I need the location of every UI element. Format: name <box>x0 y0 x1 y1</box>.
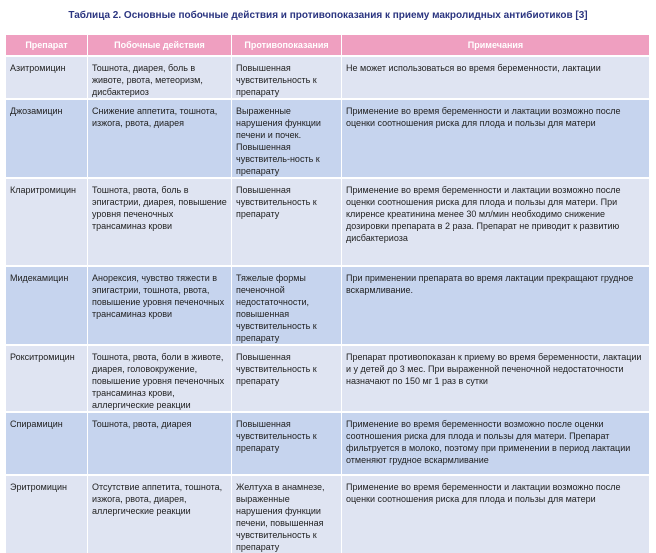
side-effects-cell: Снижение аппетита, тошнота, изжога, рвота, диарея <box>88 99 232 178</box>
notes-cell: Применение во время беременности и лактации возможно после оценки соотношения риска для плода и пользы для матери <box>342 475 650 553</box>
side-effects-cell: Тошнота, диарея, боль в животе, рвота, метеоризм, дисбактериоз <box>88 56 232 99</box>
table-row <box>6 56 650 99</box>
header-contraindications: Противопоказания <box>232 34 342 56</box>
contraindications-cell: Повышенная чувствительность к препарату <box>232 178 342 266</box>
header-side-effects: Побочные действия <box>88 34 232 56</box>
notes-cell: Применение во время беременности и лактации возможно после оценки соотношения риска для плода и пользы для матери. При клиренсе креатинина менее 30 мл/мин необходимо снижение дозировки препарата в 2 раза. Препарат не приводит к развитию дисбактериоза <box>342 178 650 266</box>
table-header-row <box>6 34 650 56</box>
drug-cell: Азитромицин <box>6 56 88 99</box>
notes-cell: Применение во время беременности возможно после оценки соотношения риска для плода и пользы для матери. Препарат фильтруется в молоко, поэтому при применении в период лактации отменяют грудное вскармливание <box>342 412 650 475</box>
contraindications-cell: Тяжелые формы печеночной недостаточности, повышенная чувствительность к препарату <box>232 266 342 345</box>
contraindications-cell: Повышенная чувствительность к препарату <box>232 56 342 99</box>
drug-cell: Джозамицин <box>6 99 88 178</box>
macrolide-side-effects-table <box>5 33 650 553</box>
table-row <box>6 178 650 266</box>
contraindications-cell: Повышенная чувствительность к препарату <box>232 412 342 475</box>
table-row <box>6 412 650 475</box>
side-effects-cell: Тошнота, рвота, диарея <box>88 412 232 475</box>
table-caption: Таблица 2. Основные побочные действия и противопоказания к приему макролидных антибиотиков [3] <box>68 10 588 21</box>
side-effects-cell: Отсутствие аппетита, тошнота, изжога, рвота, диарея, аллергические реакции <box>88 475 232 553</box>
drug-cell: Кларитромицин <box>6 178 88 266</box>
side-effects-cell: Тошнота, рвота, боль в эпигастрии, диарея, повышение уровня печеночных трансаминаз крови <box>88 178 232 266</box>
table-row <box>6 266 650 345</box>
side-effects-cell: Тошнота, рвота, боли в животе, диарея, головокружение, повышение уровня печеночных трансаминаз крови, аллергические реакции <box>88 345 232 412</box>
side-effects-cell: Анорексия, чувство тяжести в эпигастрии, тошнота, рвота, повышение уровня печеночных трансаминаз крови <box>88 266 232 345</box>
drug-cell: Рокситромицин <box>6 345 88 412</box>
contraindications-cell: Желтуха в анамнезе, выраженные нарушения функции печени, повышенная чувствительность к препарату <box>232 475 342 553</box>
table-row <box>6 99 650 178</box>
table-row <box>6 475 650 553</box>
table-row <box>6 345 650 412</box>
contraindications-cell: Повышенная чувствительность к препарату <box>232 345 342 412</box>
notes-cell: Применение во время беременности и лактации возможно после оценки соотношения риска для плода и пользы для матери <box>342 99 650 178</box>
header-drug: Препарат <box>6 34 88 56</box>
notes-cell: Препарат противопоказан к приему во время беременности, лактации и у детей до 3 мес. При выраженной печеночной недостаточности назначают по 150 мг 1 раз в сутки <box>342 345 650 412</box>
drug-cell: Спирамицин <box>6 412 88 475</box>
drug-cell: Эритромицин <box>6 475 88 553</box>
contraindications-cell: Выраженные нарушения функции печени и почек. Повышенная чувствитель-ность к препарату <box>232 99 342 178</box>
drug-cell: Мидекамицин <box>6 266 88 345</box>
header-notes: Примечания <box>342 34 650 56</box>
notes-cell: При применении препарата во время лактации прекращают грудное вскармливание. <box>342 266 650 345</box>
notes-cell: Не может использоваться во время беременности, лактации <box>342 56 650 99</box>
